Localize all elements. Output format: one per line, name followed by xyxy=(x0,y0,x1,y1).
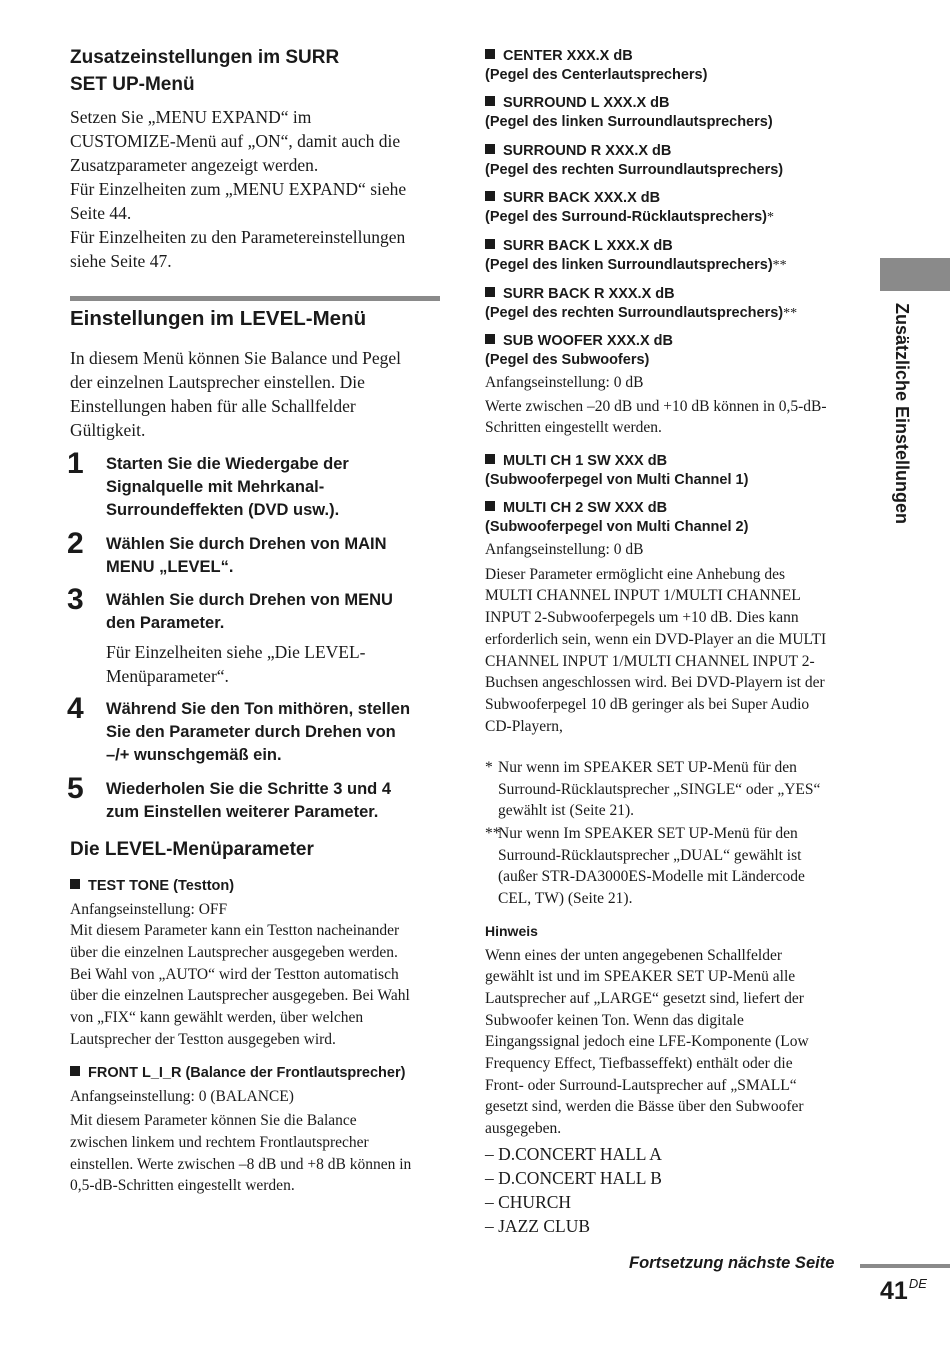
page-language-suffix: DE xyxy=(908,1276,927,1291)
surr-setup-heading xyxy=(70,44,339,98)
step-number: 2 xyxy=(67,527,84,560)
text-line: Subwoofer keinen Ton. Wenn das digitale xyxy=(485,1011,744,1029)
text-line: gewählt ist (Seite 21). xyxy=(498,802,635,820)
footnote-mark: ** xyxy=(485,825,501,842)
text-line: (außer STR-DA3000ES-Modelle mit Ländercode xyxy=(498,868,805,886)
square-bullet-icon xyxy=(485,191,495,201)
footnote-dual xyxy=(485,823,855,910)
step-text-line: den Parameter. xyxy=(106,614,225,632)
continue-bar xyxy=(860,1264,950,1268)
step-note-line: Für Einzelheiten siehe „Die LEVEL- xyxy=(106,642,366,662)
param-center xyxy=(485,47,860,84)
text-line: Schritten eingestellt werden. xyxy=(485,419,662,437)
step-number: 5 xyxy=(67,772,84,805)
step-1 xyxy=(67,447,440,522)
text-line: Frequency Effect, Tiefbasseffekt) enthält oder die xyxy=(485,1055,793,1073)
param-title: TEST TONE (Testton) xyxy=(88,878,235,894)
text-line: MULTI CHANNEL INPUT 1/MULTI CHANNEL xyxy=(485,587,801,605)
text-line: CD-Playern, xyxy=(485,717,563,735)
param-subtitle: (Pegel des Centerlautsprechers) xyxy=(485,66,708,83)
param-subtitle: (Pegel des linken Surroundlautsprechers) xyxy=(485,256,773,273)
hint-title: Hinweis xyxy=(485,923,538,939)
param-title: MULTI CH 2 SW XXX dB xyxy=(503,500,668,516)
text-line: Bei Wahl von „AUTO“ wird der Testton automatisch xyxy=(70,965,399,983)
text-line: CEL, TW) (Seite 21). xyxy=(498,890,633,908)
param-title: SURR BACK XXX.X dB xyxy=(503,190,661,206)
square-bullet-icon xyxy=(70,1066,80,1076)
text-line: Nur wenn im SPEAKER SET UP-Menü für den xyxy=(498,759,797,776)
text-line: Gültigkeit. xyxy=(70,420,146,440)
footnote-single xyxy=(485,757,855,822)
text-line: CHANNEL INPUT 1/MULTI CHANNEL INPUT 2- xyxy=(485,652,815,670)
surr-setup-heading-line: Zusatzeinstellungen im SURR xyxy=(70,47,340,68)
step-text-line: Starten Sie die Wiedergabe der xyxy=(106,455,349,473)
text-line: Werte zwischen –20 dB und +10 dB können in 0,5-dB- xyxy=(485,397,827,415)
text-line: erforderlich sein, wenn ein DVD-Player an die MULTI xyxy=(485,630,827,648)
text-line: Nur wenn Im SPEAKER SET UP-Menü für den xyxy=(498,825,798,842)
param-title: FRONT L_I_R (Balance der Frontlautsprecher) xyxy=(88,1065,406,1081)
text-line: Dieser Parameter ermöglicht eine Anhebung des xyxy=(485,565,785,583)
text-line: siehe Seite 47. xyxy=(70,251,172,271)
step-text-line: Signalquelle mit Mehrkanal- xyxy=(106,478,325,496)
step-note-line: Menüparameter“. xyxy=(106,666,229,686)
param-surround-l xyxy=(485,94,860,131)
text-line: Einstellungen haben für alle Schallfelder xyxy=(70,396,356,416)
list-item: – D.CONCERT HALL B xyxy=(485,1167,662,1188)
text-line: Front- oder Surround-Lautsprecher auf „SMALL“ xyxy=(485,1076,797,1094)
param-subtitle: (Subwooferpegel von Multi Channel 2) xyxy=(485,518,749,535)
param-title: MULTI CH 1 SW XXX dB xyxy=(503,453,668,469)
page-number xyxy=(880,1276,927,1306)
square-bullet-icon xyxy=(485,96,495,106)
param-sub-woofer xyxy=(485,332,860,439)
step-5 xyxy=(67,772,440,824)
step-4 xyxy=(67,692,440,767)
step-3 xyxy=(67,583,440,688)
param-surr-back-r xyxy=(485,285,860,323)
text-line: gewählt ist und im SPEAKER SET UP-Menü alle xyxy=(485,968,796,986)
side-tab-label: Zusätzliche Einstellungen xyxy=(892,303,912,525)
step-number: 3 xyxy=(67,583,84,616)
param-surround-r xyxy=(485,142,860,179)
text-line: Surround-Rücklautsprecher „DUAL“ gewählt ist xyxy=(498,846,802,864)
param-title: SUB WOOFER XXX.X dB xyxy=(503,333,673,349)
square-bullet-icon xyxy=(485,239,495,249)
step-number: 1 xyxy=(67,447,84,480)
text-line: über die einzelnen Lautsprecher ausgegeben. Bei Wahl xyxy=(70,987,410,1005)
param-surr-back-l xyxy=(485,237,860,275)
page-number-value: 41 xyxy=(880,1277,908,1305)
param-title: SURR BACK L XXX.X dB xyxy=(503,238,673,254)
step-text-line: Sie den Parameter durch Drehen von xyxy=(106,723,396,741)
text-line: Surround-Rücklautsprecher „SINGLE“ oder „YES“ xyxy=(498,780,821,798)
text-line: der einzelnen Lautsprecher einstellen. Die xyxy=(70,372,365,392)
square-bullet-icon xyxy=(485,334,495,344)
param-multi-ch-2 xyxy=(485,499,860,737)
step-text-line: Surroundeffekten (DVD usw.). xyxy=(106,501,340,519)
text-line: über die einzelnen Lautsprecher ausgegeben werden. xyxy=(70,943,398,961)
param-title: SURROUND R XXX.X dB xyxy=(503,143,672,159)
step-2 xyxy=(67,527,440,579)
text-line: von „FIX“ kann gewählt werden, über welchen xyxy=(70,1009,364,1027)
level-intro-paragraph xyxy=(70,346,440,442)
param-subtitle: (Pegel des Subwoofers) xyxy=(485,351,650,368)
text-line: Für Einzelheiten zu den Parametereinstellungen xyxy=(70,227,406,247)
param-subtitle: (Pegel des linken Surroundlautsprechers) xyxy=(485,113,773,130)
text-line: gesetzt sind, werden die Bässe über den Subwoofer xyxy=(485,1098,804,1116)
level-params-heading: Die LEVEL-Menüparameter xyxy=(70,839,314,860)
param-subtitle: (Subwooferpegel von Multi Channel 1) xyxy=(485,471,749,488)
param-title: CENTER XXX.X dB xyxy=(503,48,633,64)
text-line: Mit diesem Parameter können Sie die Balance xyxy=(70,1112,357,1130)
step-text-line: Wiederholen Sie die Schritte 3 und 4 xyxy=(106,780,391,798)
footnote-mark: ** xyxy=(783,305,798,321)
text-line: einstellen. Werte zwischen –8 dB und +8 dB können in xyxy=(70,1155,412,1173)
square-bullet-icon xyxy=(70,879,80,889)
list-item: – JAZZ CLUB xyxy=(485,1215,590,1236)
text-line: INPUT 2-Subwooferpegels um +10 dB. Dies kann xyxy=(485,609,799,627)
step-text-line: Wählen Sie durch Drehen von MENU xyxy=(106,591,393,609)
step-text-line: zum Einstellen weiterer Parameter. xyxy=(106,803,379,821)
step-text-line: MENU „LEVEL“. xyxy=(106,558,234,576)
square-bullet-icon xyxy=(485,287,495,297)
text-line: Anfangseinstellung: OFF xyxy=(70,900,228,918)
text-line: Zusatzparameter angezeigt werden. xyxy=(70,155,319,175)
square-bullet-icon xyxy=(485,454,495,464)
square-bullet-icon xyxy=(485,501,495,511)
text-line: Anfangseinstellung: 0 (BALANCE) xyxy=(70,1087,294,1105)
step-number: 4 xyxy=(67,692,84,725)
list-item: – D.CONCERT HALL A xyxy=(485,1143,662,1164)
text-line: Anfangseinstellung: 0 dB xyxy=(485,541,644,558)
text-line: Für Einzelheiten zum „MENU EXPAND“ siehe xyxy=(70,179,407,199)
text-line: Setzen Sie „MENU EXPAND“ im xyxy=(70,107,312,127)
side-tab-marker xyxy=(880,258,950,291)
text-line: In diesem Menü können Sie Balance und Pegel xyxy=(70,348,401,368)
text-line: ausgegeben. xyxy=(485,1120,562,1138)
text-line: Mit diesem Parameter kann ein Testton nacheinander xyxy=(70,922,400,940)
step-text-line: –/+ wunschgemäß ein. xyxy=(106,746,282,764)
text-line: Subwooferpegel 10 dB geringer als bei Super Audio xyxy=(485,695,810,713)
level-menu-heading: Einstellungen im LEVEL-Menü xyxy=(70,307,367,330)
text-line: Lautsprecher der Testton ausgegeben wird. xyxy=(70,1030,336,1048)
footnote-mark: ** xyxy=(772,257,787,273)
text-line: Seite 44. xyxy=(70,203,132,223)
param-subtitle: (Pegel des rechten Surroundlautsprechers) xyxy=(485,161,784,178)
step-text-line: Während Sie den Ton mithören, stellen xyxy=(106,700,411,718)
param-test-tone xyxy=(70,877,440,1050)
surr-setup-paragraph xyxy=(70,105,440,273)
param-subtitle: (Pegel des Surround-Rücklautsprechers) xyxy=(485,208,768,225)
param-subtitle: (Pegel des rechten Surroundlautsprechers) xyxy=(485,304,784,321)
text-line: Buchsen angeschlossen wird. Bei DVD-Playern ist der xyxy=(485,674,825,692)
text-line: Wenn eines der unten angegebenen Schallfelder xyxy=(485,946,782,964)
continue-note: Fortsetzung nächste Seite xyxy=(629,1254,835,1272)
text-line: Eingangssignal jedoch eine LFE-Komponente (Low xyxy=(485,1033,809,1051)
step-text-line: Wählen Sie durch Drehen von MAIN xyxy=(106,535,387,553)
param-multi-ch-1 xyxy=(485,452,860,489)
text-line: Anfangseinstellung: 0 dB xyxy=(485,374,644,391)
param-front-balance xyxy=(70,1064,440,1197)
text-line: zwischen linkem und rechtem Frontlautsprecher xyxy=(70,1133,369,1151)
square-bullet-icon xyxy=(485,49,495,59)
footnote-mark: * xyxy=(767,209,775,225)
list-item: – CHURCH xyxy=(485,1191,572,1212)
param-title: SURROUND L XXX.X dB xyxy=(503,95,670,111)
text-line: CUSTOMIZE-Menü auf „ON“, damit auch die xyxy=(70,131,401,151)
hint-block xyxy=(485,922,860,1238)
param-title: SURR BACK R XXX.X dB xyxy=(503,286,675,302)
text-line: 0,5-dB-Schritten eingestellt werden. xyxy=(70,1177,295,1195)
text-line: Lautsprecher auf „LARGE“ gesetzt sind, liefert der xyxy=(485,989,804,1007)
footnote-mark: * xyxy=(485,759,493,776)
param-surr-back xyxy=(485,189,860,227)
square-bullet-icon xyxy=(485,144,495,154)
surr-setup-heading-line: SET UP-Menü xyxy=(70,74,195,95)
section-rule xyxy=(70,296,440,301)
